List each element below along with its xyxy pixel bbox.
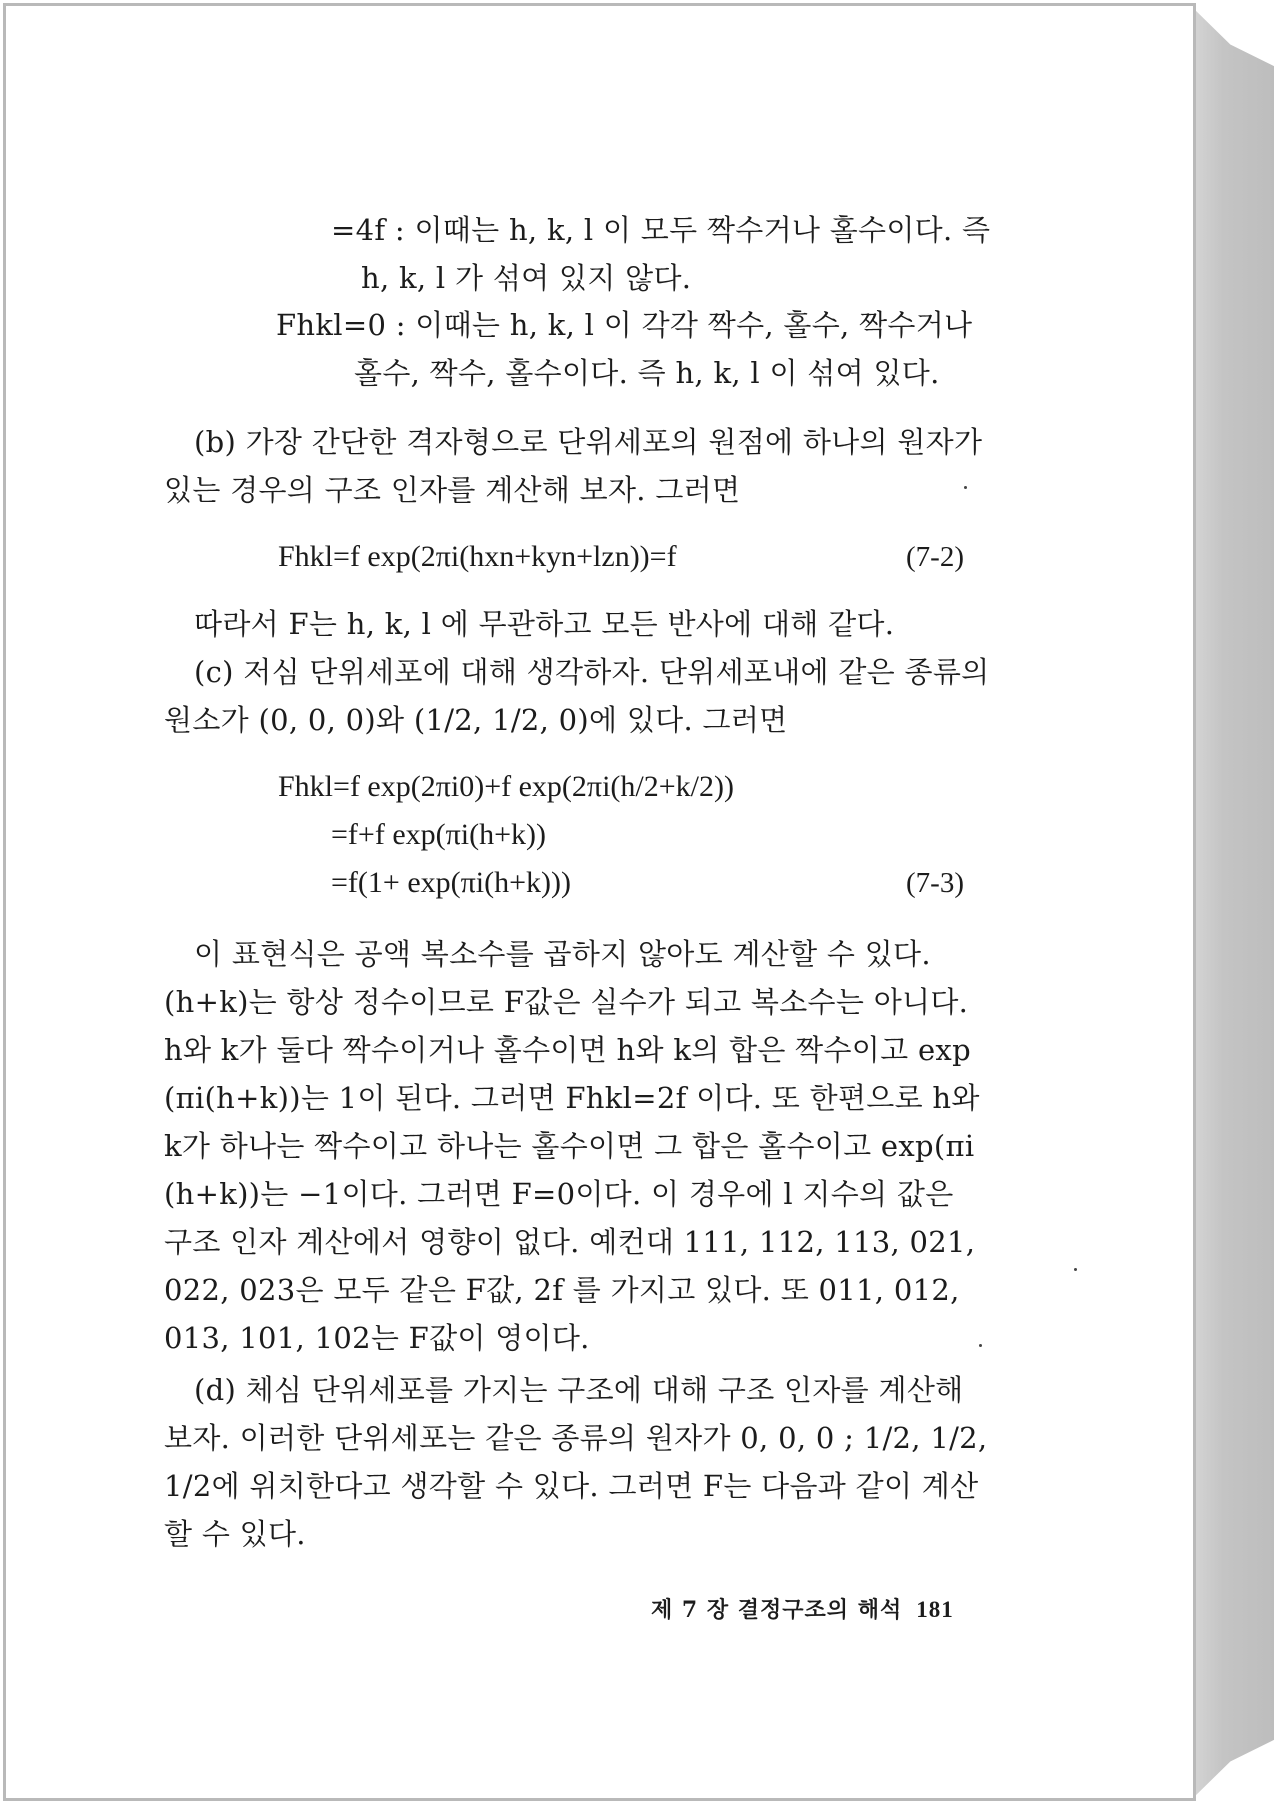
text-line: 구조 인자 계산에서 영향이 없다. 예컨대 111, 112, 113, 021, — [164, 1225, 976, 1259]
page-edge-shadow — [1190, 5, 1274, 1801]
running-footer — [651, 1593, 954, 1624]
text-line: k가 하나는 짝수이고 하나는 홀수이면 그 합은 홀수이고 exp(πi — [164, 1129, 975, 1163]
text-line: 1/2에 위치한다고 생각할 수 있다. 그러면 F는 다음과 같이 계산 — [164, 1469, 979, 1503]
text-line: Fhkl=0 : 이때는 h, k, l 이 각각 짝수, 홀수, 짝수거나 — [276, 308, 973, 342]
text-line: 022, 023은 모두 같은 F값, 2f 를 가지고 있다. 또 011, 012, — [164, 1273, 960, 1307]
page-number: 181 — [916, 1597, 954, 1622]
scan-speck — [1074, 1268, 1077, 1271]
text-line: (b) 가장 간단한 격자형으로 단위세포의 원점에 하나의 원자가 — [194, 425, 983, 459]
text-line: h, k, l 가 섞여 있지 않다. — [361, 261, 692, 295]
scan-speck — [979, 1344, 982, 1347]
chapter-title: 제 7 장 결정구조의 해석 — [651, 1597, 903, 1623]
text-line: (πi(h+k))는 1이 된다. 그러면 Fhkl=2f 이다. 또 한편으로 h와 — [164, 1081, 980, 1115]
text-line: 있는 경우의 구조 인자를 계산해 보자. 그러면 — [164, 473, 741, 507]
equation-7-3-line: Fhkl=f exp(2πi0)+f exp(2πi(h/2+k/2)) — [278, 770, 734, 803]
equation-number: (7-3) — [906, 867, 964, 899]
text-line: 할 수 있다. — [164, 1517, 306, 1551]
text-line: 따라서 F는 h, k, l 에 무관하고 모든 반사에 대해 같다. — [194, 607, 895, 641]
page-content — [6, 6, 1199, 1804]
page-sheet — [3, 3, 1196, 1801]
equation-7-2: Fhkl=f exp(2πi(hxn+kyn+lzn))=f — [278, 540, 677, 573]
text-line: 보자. 이러한 단위세포는 같은 종류의 원자가 0, 0, 0 ; 1/2, 1/2, — [164, 1421, 988, 1455]
equation-7-3-line: =f+f exp(πi(h+k)) — [331, 818, 546, 851]
text-line: =4f : 이때는 h, k, l 이 모두 짝수거나 홀수이다. 즉 — [331, 213, 991, 247]
text-line: h와 k가 둘다 짝수이거나 홀수이면 h와 k의 합은 짝수이고 exp — [164, 1033, 971, 1067]
scan-speck — [964, 486, 967, 489]
text-line: 홀수, 짝수, 홀수이다. 즉 h, k, l 이 섞여 있다. — [354, 356, 940, 390]
text-line: (c) 저심 단위세포에 대해 생각하자. 단위세포내에 같은 종류의 — [194, 655, 990, 689]
text-line: 원소가 (0, 0, 0)와 (1/2, 1/2, 0)에 있다. 그러면 — [164, 703, 788, 737]
text-line: (h+k))는 −1이다. 그러면 F=0이다. 이 경우에 l 지수의 값은 — [164, 1177, 954, 1211]
text-line: (d) 체심 단위세포를 가지는 구조에 대해 구조 인자를 계산해 — [194, 1373, 964, 1407]
equation-7-3-line: =f(1+ exp(πi(h+k))) — [331, 866, 571, 899]
text-line: 이 표현식은 공액 복소수를 곱하지 않아도 계산할 수 있다. — [194, 937, 931, 971]
equation-number: (7-2) — [906, 541, 964, 573]
text-line: (h+k)는 항상 정수이므로 F값은 실수가 되고 복소수는 아니다. — [164, 985, 969, 1019]
text-line: 013, 101, 102는 F값이 영이다. — [164, 1321, 590, 1355]
